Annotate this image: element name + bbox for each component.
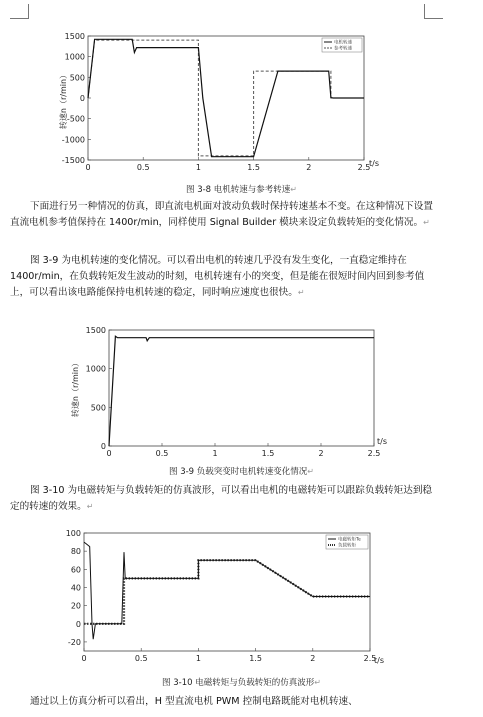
legend-te: 电磁转矩Te bbox=[338, 537, 361, 543]
y-tick-label: 0 bbox=[75, 619, 81, 629]
legend-reference: 参考转速 bbox=[334, 46, 352, 52]
y-tick-label: 1500 bbox=[64, 32, 85, 41]
motor-speed-line bbox=[109, 336, 374, 446]
caption-fig-3-10: 图 3-10 电磁转矩与负载转矩的仿真波形↵ bbox=[162, 678, 321, 688]
y-tick-label: 1000 bbox=[85, 364, 106, 374]
x-tick-label: 2.5 bbox=[367, 449, 381, 458]
x-unit-label: t/s bbox=[369, 159, 379, 168]
y-tick-label: -500 bbox=[66, 114, 85, 124]
crop-mark-right bbox=[424, 4, 443, 19]
x-tick-label: 2.5 bbox=[363, 654, 377, 663]
paragraph-3: 图 3-10 为电磁转矩与负载转矩的仿真波形，可以看出电机的电磁转矩可以跟踪负载转矩达到稳定的转速的效果。↵ bbox=[10, 485, 433, 512]
chart-torque bbox=[0, 527, 483, 667]
y-tick-label: 0 bbox=[100, 442, 106, 451]
x-tick-label: 0 bbox=[106, 449, 112, 458]
y-axis-label: 转速n（r/min） bbox=[71, 358, 80, 418]
reference-speed-line bbox=[88, 40, 364, 156]
y-axis-label: 转速n（r/min） bbox=[59, 70, 68, 130]
crop-mark-left bbox=[10, 4, 29, 19]
paragraph-4: 通过以上仿真分析可以看出，H 型直流电机 PWM 控制电路既能对电机转速、 bbox=[30, 696, 358, 707]
plot-frame bbox=[88, 36, 364, 160]
y-tick-label: 20 bbox=[70, 601, 81, 611]
y-tick-label: 60 bbox=[70, 565, 81, 575]
y-tick-label: 1500 bbox=[85, 326, 106, 335]
x-tick-label: 1.5 bbox=[247, 163, 260, 172]
load-torque-line bbox=[84, 560, 370, 624]
y-tick-label: 500 bbox=[69, 73, 85, 83]
x-tick-label: 1 bbox=[195, 163, 201, 172]
y-tick-label: 1000 bbox=[64, 52, 85, 62]
y-tick-label: 100 bbox=[65, 529, 81, 538]
x-tick-label: 2 bbox=[318, 449, 324, 458]
x-unit-label: t/s bbox=[374, 656, 384, 665]
y-tick-label: 80 bbox=[70, 547, 81, 557]
x-tick-label: 1.5 bbox=[249, 654, 262, 663]
caption-fig-3-9: 图 3-9 负载突变时电机转速变化情况↵ bbox=[169, 467, 314, 477]
legend-load: 负载转矩 bbox=[338, 543, 356, 549]
y-tick-label: -1500 bbox=[61, 156, 85, 165]
x-unit-label: t/s bbox=[377, 437, 387, 446]
y-tick-label: 500 bbox=[90, 403, 106, 413]
chart-load-step-speed bbox=[0, 322, 483, 462]
plot-frame bbox=[109, 330, 374, 446]
legend bbox=[322, 38, 362, 52]
paragraph-2: 图 3-9 为电机转速的变化情况。可以看出电机的转速几乎没有发生变化，一直稳定维持在 1400r/min，在负载转矩发生波动的时刻，电机转速有小的突变，但是能在很短时间内回到参考值上，可以看出该电路能保持电机转速的稳定，同时响应速度也很快。↵ bbox=[10, 255, 425, 298]
x-tick-label: 1.5 bbox=[261, 449, 275, 458]
x-tick-label: 2 bbox=[306, 163, 312, 172]
y-tick-label: -20 bbox=[67, 637, 81, 647]
caption-fig-3-8: 图 3-8 电机转速与参考转速↵ bbox=[186, 185, 297, 195]
x-tick-label: 0 bbox=[81, 654, 87, 663]
motor-speed-line bbox=[88, 39, 364, 156]
x-tick-label: 1 bbox=[212, 449, 218, 458]
electromagnetic-torque-line bbox=[84, 542, 370, 639]
x-tick-label: 0.5 bbox=[134, 654, 148, 663]
x-tick-label: 0 bbox=[85, 163, 91, 172]
paragraph-1: 下面进行另一种情况的仿真，即直流电机面对波动负载时保持转速基本不变。在这种情况下设置直流电机参考值保持在 1400r/min，同样使用 Signal Builder 模块来设定负载转矩的变化情况。↵ bbox=[10, 201, 433, 228]
x-tick-label: 2 bbox=[310, 654, 316, 663]
y-tick-label: 40 bbox=[70, 583, 81, 593]
x-tick-label: 0.5 bbox=[136, 163, 150, 172]
y-tick-label: -1000 bbox=[61, 135, 85, 145]
legend-motor: 电机转速 bbox=[334, 40, 352, 46]
x-tick-label: 2.5 bbox=[357, 163, 371, 172]
x-tick-label: 0.5 bbox=[155, 449, 169, 458]
y-tick-label: 0 bbox=[79, 94, 85, 103]
legend bbox=[326, 535, 368, 549]
chart-speed-reference bbox=[0, 28, 483, 172]
x-tick-label: 1 bbox=[195, 654, 201, 663]
plot-frame bbox=[84, 533, 370, 651]
